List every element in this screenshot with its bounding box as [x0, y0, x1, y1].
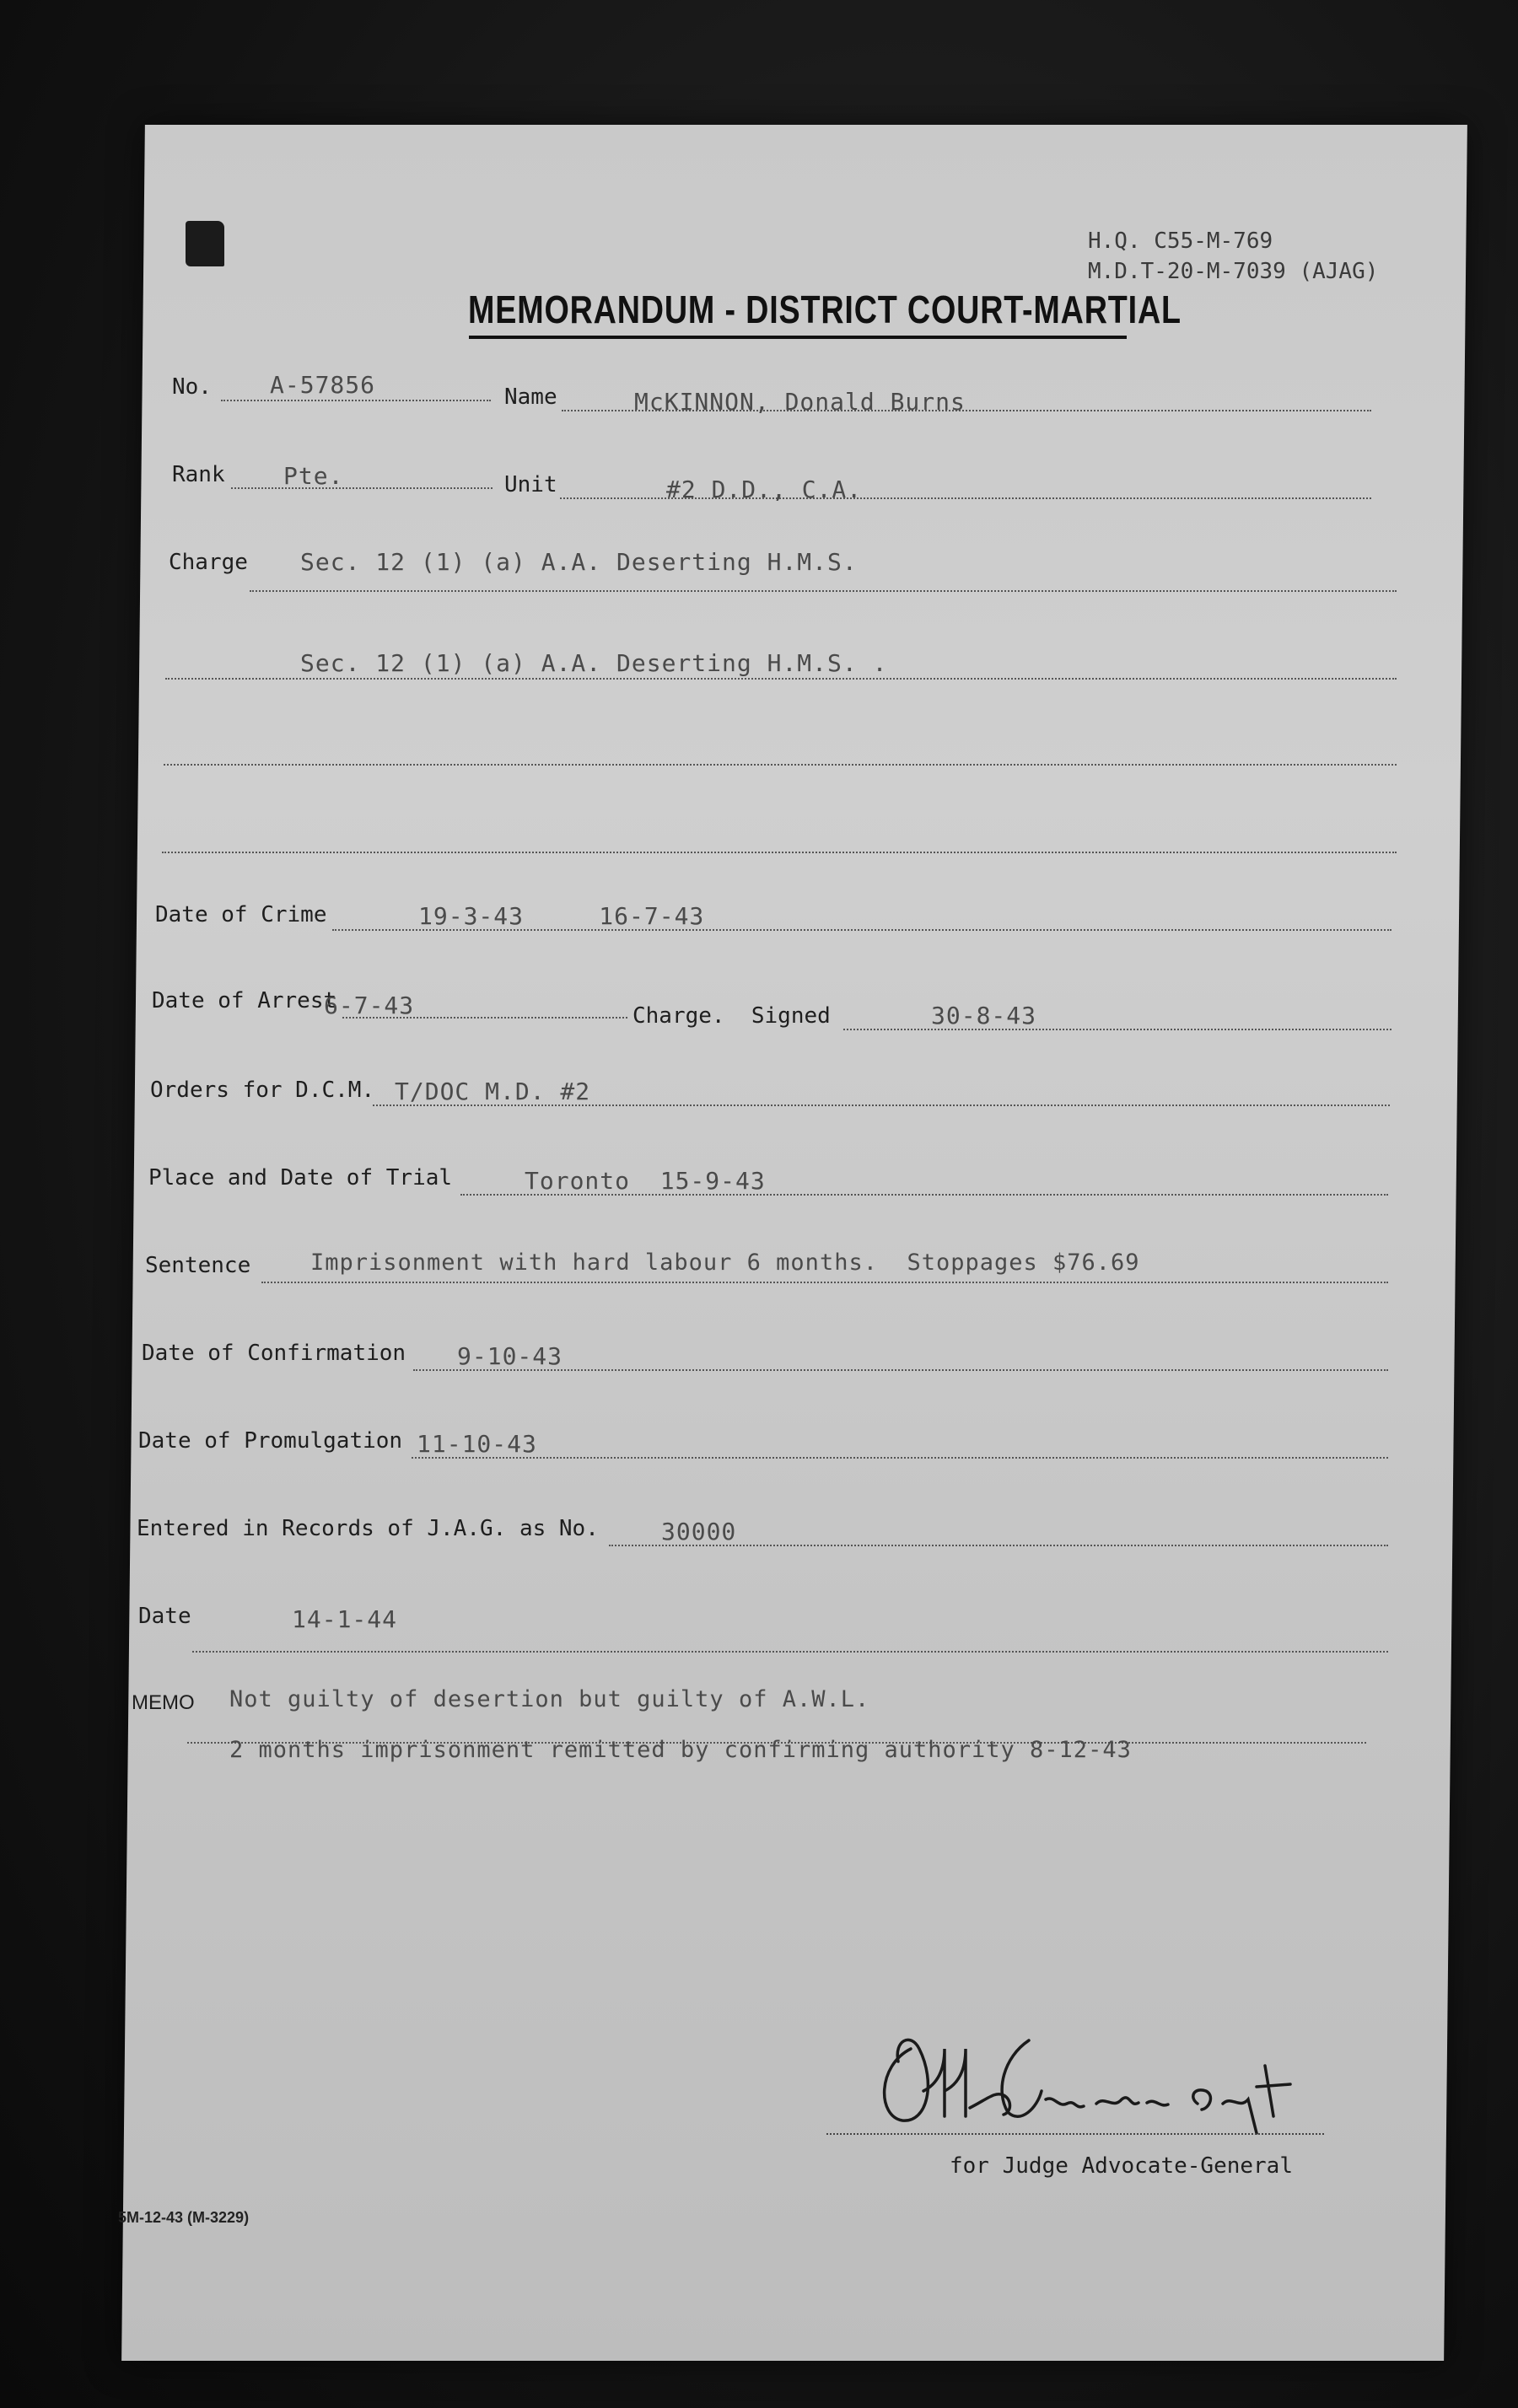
date-of-crime-value: 19-3-43 16-7-43 — [418, 902, 705, 930]
memo-line-2: 2 months imprisonment remitted by confirming authority 8-12-43 — [229, 1737, 1132, 1763]
name-label: Name — [504, 384, 557, 410]
rank-dotline — [231, 487, 493, 489]
orders-label: Orders for D.C.M. — [150, 1078, 375, 1103]
sentence-value: Imprisonment with hard labour 6 months. Stoppages $76.69 — [310, 1250, 1140, 1276]
date-label: Date — [138, 1604, 191, 1629]
charge-dotline-2 — [165, 678, 1397, 680]
charge-dotline-1 — [250, 590, 1397, 592]
promulgation-label: Date of Promulgation — [138, 1428, 403, 1454]
memo-line-1: Not guilty of desertion but guilty of A.W.L. — [229, 1686, 870, 1712]
charge-line-1: Sec. 12 (1) (a) A.A. Deserting H.M.S. — [300, 548, 858, 576]
signature-line — [826, 2133, 1324, 2135]
confirmation-value: 9-10-43 — [457, 1342, 563, 1370]
date-value: 14-1-44 — [292, 1605, 398, 1633]
charge-dotline-3 — [164, 764, 1397, 766]
entered-label: Entered in Records of J.A.G. as No. — [137, 1516, 599, 1541]
unit-label: Unit — [504, 472, 557, 497]
no-value: A-57856 — [270, 371, 376, 399]
charge-signed-label: Charge. Signed — [632, 1003, 831, 1029]
no-label: No. — [172, 374, 212, 400]
hq-ref: H.Q. C55-M-769 — [1088, 228, 1273, 254]
unit-value: #2 D.D., C.A. — [666, 476, 863, 503]
date-of-crime-label: Date of Crime — [155, 902, 327, 927]
name-value: McKINNON, Donald Burns — [634, 388, 966, 416]
date-of-arrest-value: 6-7-43 — [324, 992, 415, 1019]
handwritten-signature — [860, 2015, 1349, 2142]
date-of-arrest-label: Date of Arrest — [152, 988, 337, 1013]
signature-caption: for Judge Advocate-General — [950, 2153, 1293, 2179]
sentence-label: Sentence — [145, 1253, 251, 1278]
rank-value: Pte. — [283, 462, 344, 490]
entered-value: 30000 — [661, 1518, 737, 1545]
form-number: 5M-12-43 (M-3229) — [118, 2209, 250, 2226]
date-dotline — [192, 1651, 1388, 1653]
memo-label: MEMO — [132, 1691, 195, 1714]
promulgation-dotline — [412, 1457, 1388, 1459]
confirmation-label: Date of Confirmation — [142, 1341, 406, 1366]
no-dotline — [221, 400, 491, 401]
torn-corner — [186, 221, 224, 266]
sentence-dotline — [261, 1282, 1388, 1283]
page-title: MEMORANDUM - DISTRICT COURT-MARTIAL — [468, 288, 1182, 331]
charge-signed-dotline — [843, 1029, 1392, 1030]
charge-dotline-4 — [162, 852, 1397, 853]
charge-label: Charge — [169, 550, 248, 575]
title-underline — [469, 336, 1127, 339]
orders-value: T/DOC M.D. #2 — [395, 1078, 591, 1105]
place-date-value: Toronto 15-9-43 — [525, 1167, 766, 1195]
promulgation-value: 11-10-43 — [417, 1430, 537, 1458]
place-date-label: Place and Date of Trial — [148, 1165, 453, 1191]
charge-line-2: Sec. 12 (1) (a) A.A. Deserting H.M.S. . — [300, 649, 888, 677]
reference-numbers — [1088, 226, 1378, 287]
rank-label: Rank — [172, 462, 225, 487]
md-ref: M.D.T-20-M-7039 (AJAG) — [1088, 259, 1379, 284]
charge-signed-value: 30-8-43 — [931, 1002, 1037, 1029]
